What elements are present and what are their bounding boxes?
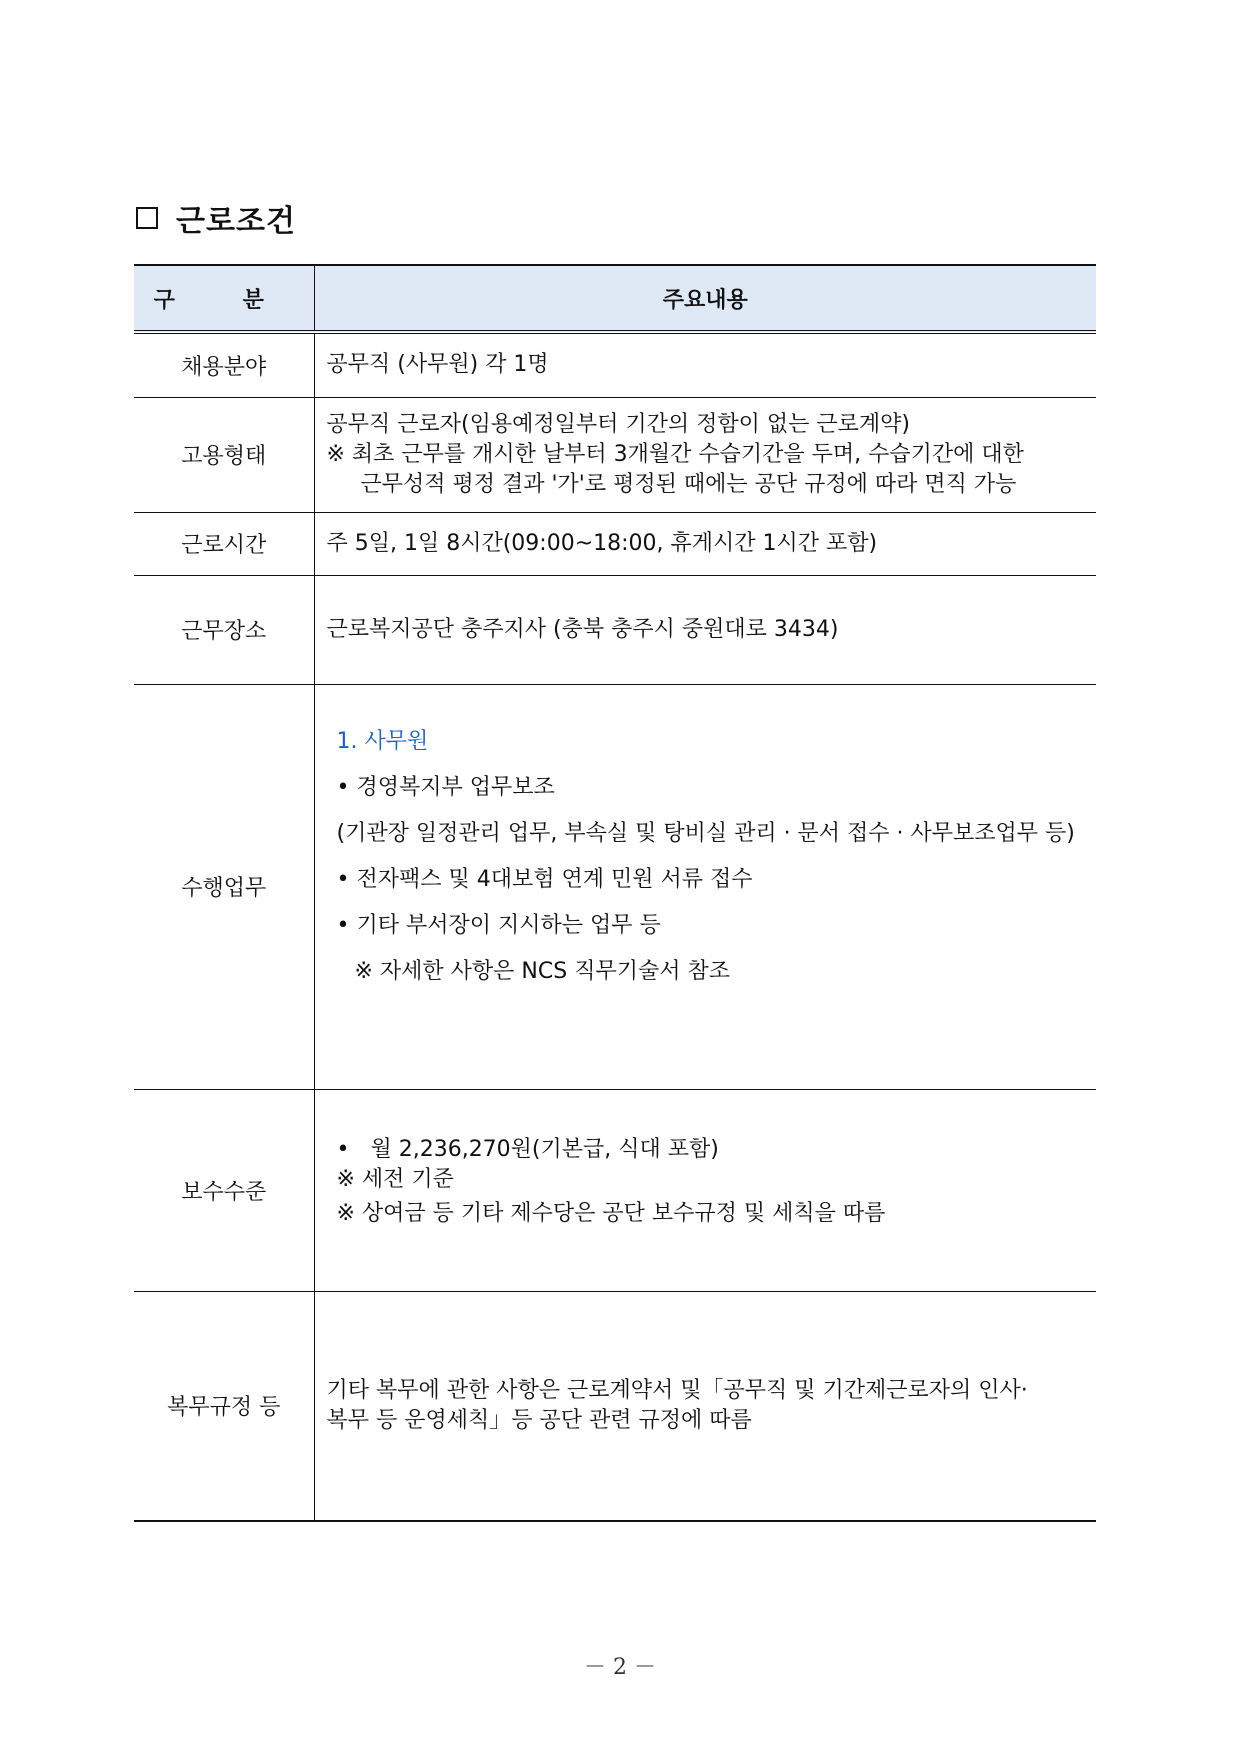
header-category: 구 분 [134,265,314,332]
text-line: ※ 최초 근무를 개시한 날부터 3개월간 수습기간을 두며, 수습기간에 대한 [326,441,1024,467]
page-number: － 2 － [584,1655,656,1680]
duty-title: 1. 사무원 [336,728,429,754]
row-label: 수행업무 [134,684,314,1089]
section-heading [136,196,296,240]
working-conditions-table [134,264,1096,1522]
row-content: 주 5일, 1일 8시간(09:00~18:00, 휴게시간 1시간 포함) [314,512,1096,575]
text-line: 복무 등 운영세칙」등 공단 관련 규정에 따름 [326,1407,752,1433]
row-rules [134,1291,1096,1521]
row-content: 공무직 (사무원) 각 1명 [314,332,1096,397]
row-employment [134,397,1096,512]
duty-item: • 전자팩스 및 4대보험 연계 민원 서류 접수 [337,865,1091,895]
duty-item: • 기타 부서장이 지시하는 업무 등 [337,911,1091,941]
text-line: 공무직 근로자(임용예정일부터 기간의 정함이 없는 근로계약) [326,411,910,437]
row-content [314,684,1096,1089]
header-content: 주요내용 [314,265,1096,332]
section-title: 근로조건 [176,204,296,239]
row-hours [134,512,1096,575]
row-label: 근로시간 [134,512,314,575]
header-row [134,265,1096,332]
text-line: 기타 복무에 관한 사항은 근로계약서 및「공무직 및 기간제근로자의 인사· [326,1377,1028,1403]
row-label: 보수수준 [134,1089,314,1291]
row-content [314,1291,1096,1521]
checkbox-square-icon [136,207,158,229]
text-line: 근무성적 평정 결과 '가'로 평정된 때에는 공단 규정에 따라 면직 가능 [360,471,1017,497]
row-content [314,1089,1096,1291]
duty-note: ※ 자세한 사항은 NCS 직무기술서 참조 [354,958,730,984]
pay-note: ※ 상여금 등 기타 제수당은 공단 보수규정 및 세칙을 따름 [336,1201,886,1226]
row-label: 복무규정 등 [134,1291,314,1521]
pay-note: ※ 세전 기준 [336,1167,454,1192]
row-field [134,332,1096,397]
row-content [314,397,1096,512]
bullet-icon: • [336,1137,371,1162]
row-location [134,575,1096,684]
row-label: 근무장소 [134,575,314,684]
row-label: 채용분야 [134,332,314,397]
row-content: 근로복지공단 충주지사 (충북 충주시 중원대로 3434) [314,575,1096,684]
duty-item: • 경영복지부 업무보조 [337,773,1091,803]
pay-item: • 월 2,236,270원(기본급, 식대 포함) [336,1137,719,1162]
duty-item: (기관장 일정관리 업무, 부속실 및 탕비실 관리 · 문서 접수 · 사무보조업무 등) [336,820,1075,846]
row-label: 고용형태 [134,397,314,512]
row-pay [134,1089,1096,1291]
row-duties [134,684,1096,1089]
